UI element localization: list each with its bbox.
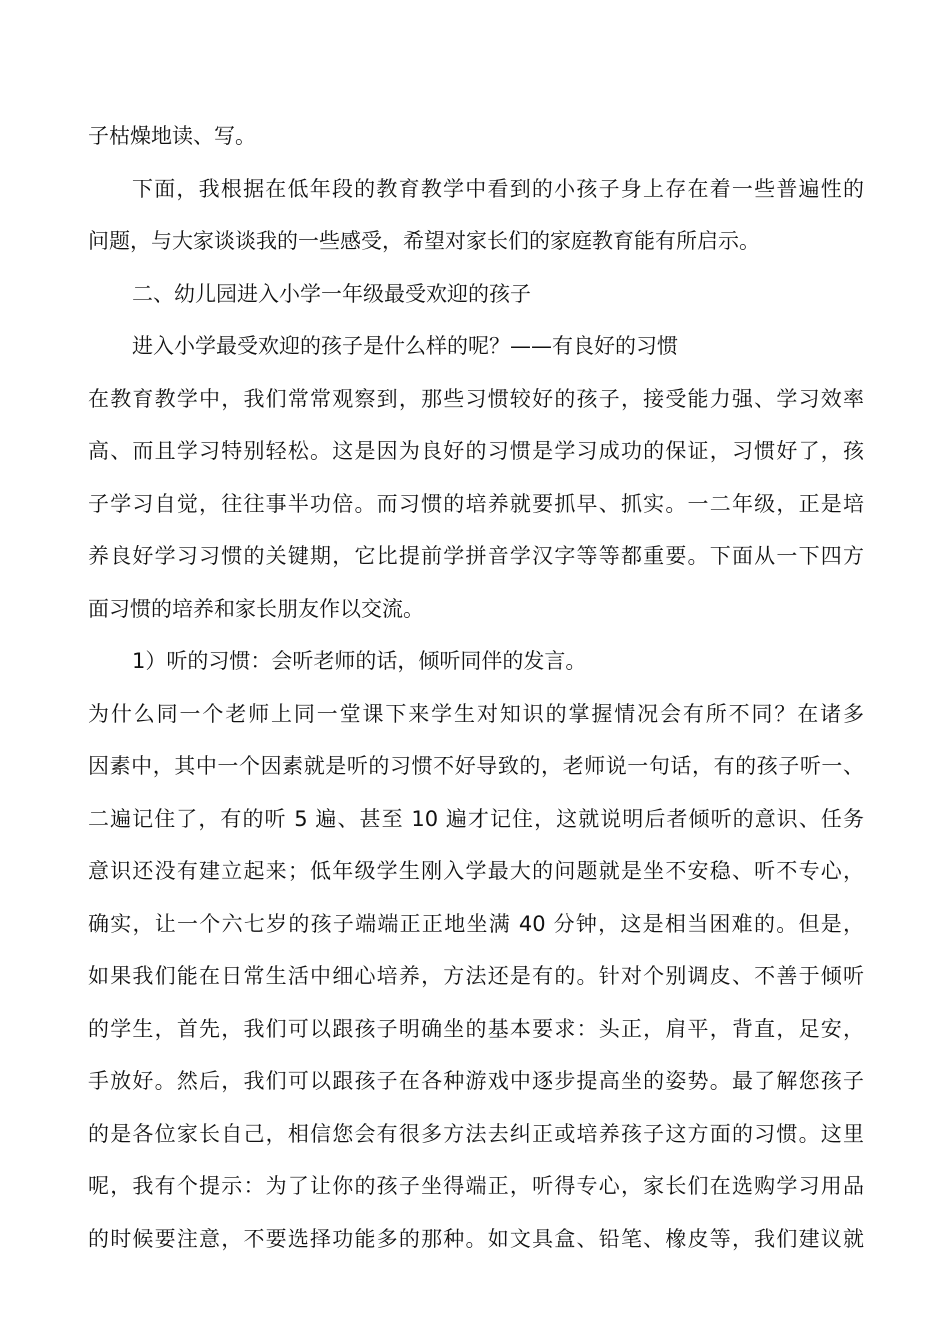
subheading: 进入小学最受欢迎的孩子是什么样的呢？——有良好的习惯 bbox=[132, 334, 678, 358]
paragraph-line: 为什么同一个老师上同一堂课下来学生对知识的掌握情况会有所不同？在诸多 bbox=[88, 701, 864, 726]
paragraph-line: 二遍记住了，有的听 5 遍、甚至 10 遍才记住，这就说明后者倾听的意识、任务 bbox=[88, 806, 864, 831]
section-heading: 二、幼儿园进入小学一年级最受欢迎的孩子 bbox=[132, 281, 531, 306]
text-line: 面习惯的培养和家长朋友作以交流。 bbox=[88, 596, 424, 621]
paragraph-line: 的是各位家长自己，相信您会有很多方法去纠正或培养孩子这方面的习惯。这里 bbox=[88, 1121, 864, 1146]
paragraph-line: 的学生，首先，我们可以跟孩子明确坐的基本要求：头正，肩平，背直，足安， bbox=[88, 1016, 864, 1041]
text-line: 子枯燥地读、写。 bbox=[88, 124, 256, 148]
paragraph-line: 高、而且学习特别轻松。这是因为良好的习惯是学习成功的保证，习惯好了，孩 bbox=[88, 439, 864, 463]
paragraph-line: 养良好学习习惯的关键期，它比提前学拼音学汉字等等都重要。下面从一下四方 bbox=[88, 544, 864, 568]
paragraph-line: 因素中，其中一个因素就是听的习惯不好导致的，老师说一句话，有的孩子听一、 bbox=[88, 754, 864, 778]
paragraph-line: 下面，我根据在低年段的教育教学中看到的小孩子身上存在着一些普遍性的 bbox=[132, 176, 864, 201]
paragraph-line: 意识还没有建立起来；低年级学生刚入学最大的问题就是坐不安稳、听不专心， bbox=[88, 859, 864, 883]
paragraph-line: 如果我们能在日常生活中细心培养，方法还是有的。针对个别调皮、不善于倾听 bbox=[88, 964, 864, 988]
paragraph-line: 的时候要注意，不要选择功能多的那种。如文具盒、铅笔、橡皮等，我们建议就 bbox=[88, 1226, 864, 1251]
text-line: 问题，与大家谈谈我的一些感受，希望对家长们的家庭教育能有所启示。 bbox=[88, 229, 760, 253]
paragraph-line: 呢，我有个提示：为了让你的孩子坐得端正，听得专心，家长们在选购学习用品 bbox=[88, 1174, 864, 1198]
subheading: 1）听的习惯：会听老师的话，倾听同伴的发言。 bbox=[132, 649, 587, 673]
paragraph-line: 子学习自觉，往往事半功倍。而习惯的培养就要抓早、抓实。一二年级，正是培 bbox=[88, 491, 864, 516]
paragraph-line: 手放好。然后，我们可以跟孩子在各种游戏中逐步提高坐的姿势。最了解您孩子 bbox=[88, 1069, 864, 1093]
paragraph-line: 在教育教学中，我们常常观察到，那些习惯较好的孩子，接受能力强、学习效率 bbox=[88, 386, 864, 411]
document-body bbox=[88, 110, 864, 1265]
paragraph-line: 确实，让一个六七岁的孩子端端正正地坐满 40 分钟，这是相当困难的。但是， bbox=[88, 911, 864, 936]
